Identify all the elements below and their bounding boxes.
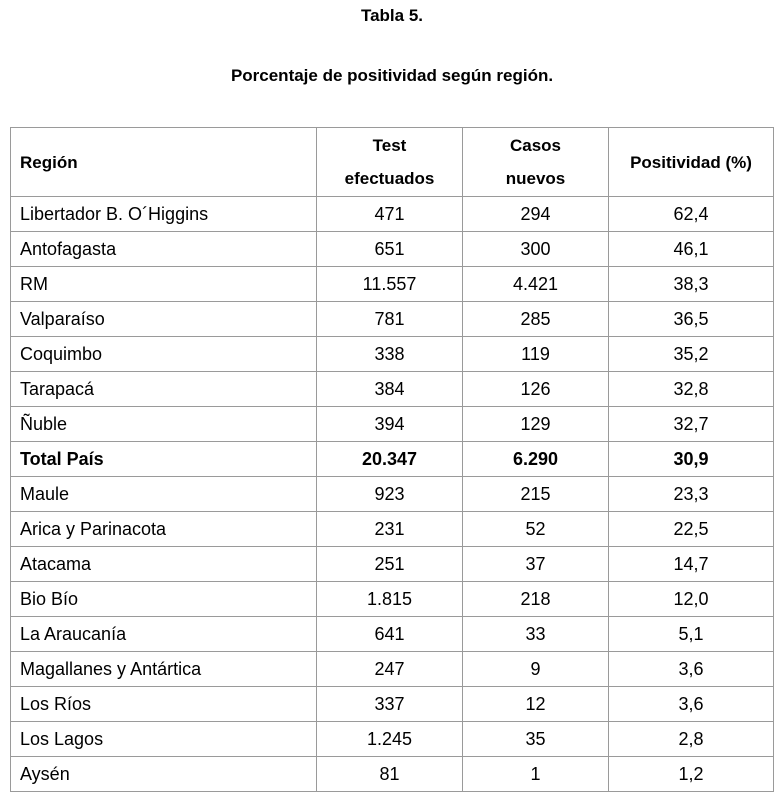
table-row [11,232,774,267]
table-row [11,652,774,687]
cell-test: 471 [317,197,463,232]
header-test-line2: efectuados [344,169,435,188]
cell-region: La Araucanía [11,617,317,652]
cell-positividad: 36,5 [609,302,774,337]
table-row [11,757,774,792]
cell-region: Los Lagos [11,722,317,757]
cell-positividad: 12,0 [609,582,774,617]
cell-casos: 215 [463,477,609,512]
cell-test: 247 [317,652,463,687]
cell-region: Arica y Parinacota [11,512,317,547]
cell-test: 338 [317,337,463,372]
header-test-line1: Test [372,136,407,155]
cell-positividad: 22,5 [609,512,774,547]
cell-region: Tarapacá [11,372,317,407]
cell-region: RM [11,267,317,302]
cell-casos: 33 [463,617,609,652]
cell-casos: 126 [463,372,609,407]
cell-casos: 218 [463,582,609,617]
header-region: Región [11,128,317,197]
cell-test: 1.815 [317,582,463,617]
header-test [317,128,463,197]
table-row [11,372,774,407]
cell-casos: 285 [463,302,609,337]
cell-region: Total País [11,442,317,477]
table-row [11,582,774,617]
table-row [11,617,774,652]
cell-positividad: 38,3 [609,267,774,302]
cell-casos: 300 [463,232,609,267]
header-casos-line2: nuevos [505,169,566,188]
cell-casos: 294 [463,197,609,232]
cell-casos: 4.421 [463,267,609,302]
cell-positividad: 30,9 [609,442,774,477]
cell-positividad: 2,8 [609,722,774,757]
cell-casos: 12 [463,687,609,722]
table-title: Porcentaje de positividad según región. [230,66,554,85]
cell-test: 1.245 [317,722,463,757]
cell-casos: 35 [463,722,609,757]
table-row [11,477,774,512]
header-casos [463,128,609,197]
table-row [11,687,774,722]
cell-region: Libertador B. O´Higgins [11,197,317,232]
cell-casos: 52 [463,512,609,547]
cell-test: 20.347 [317,442,463,477]
cell-test: 81 [317,757,463,792]
cell-region: Aysén [11,757,317,792]
table-row [11,337,774,372]
cell-test: 651 [317,232,463,267]
cell-test: 394 [317,407,463,442]
cell-positividad: 46,1 [609,232,774,267]
cell-test: 11.557 [317,267,463,302]
table-row [11,407,774,442]
table-row [11,547,774,582]
table-row [11,722,774,757]
cell-positividad: 14,7 [609,547,774,582]
cell-casos: 129 [463,407,609,442]
cell-positividad: 35,2 [609,337,774,372]
cell-region: Magallanes y Antártica [11,652,317,687]
table-body [11,197,774,792]
header-casos-line1: Casos [509,136,562,155]
cell-region: Ñuble [11,407,317,442]
cell-positividad: 32,7 [609,407,774,442]
cell-region: Coquimbo [11,337,317,372]
cell-test: 923 [317,477,463,512]
cell-region: Bio Bío [11,582,317,617]
cell-region: Atacama [11,547,317,582]
table-label: Tabla 5. [360,6,424,25]
cell-test: 231 [317,512,463,547]
table-row [11,512,774,547]
table-row [11,302,774,337]
cell-region: Antofagasta [11,232,317,267]
cell-test: 781 [317,302,463,337]
cell-positividad: 23,3 [609,477,774,512]
cell-test: 641 [317,617,463,652]
cell-casos: 119 [463,337,609,372]
cell-positividad: 3,6 [609,652,774,687]
cell-test: 384 [317,372,463,407]
positivity-table [10,127,774,792]
cell-casos: 1 [463,757,609,792]
cell-positividad: 3,6 [609,687,774,722]
cell-casos: 37 [463,547,609,582]
cell-region: Maule [11,477,317,512]
cell-region: Los Ríos [11,687,317,722]
cell-casos: 6.290 [463,442,609,477]
cell-region: Valparaíso [11,302,317,337]
table-row [11,197,774,232]
cell-positividad: 1,2 [609,757,774,792]
header-row [11,128,774,197]
cell-positividad: 5,1 [609,617,774,652]
cell-test: 251 [317,547,463,582]
cell-casos: 9 [463,652,609,687]
table-row [11,267,774,302]
header-positividad: Positividad (%) [609,128,774,197]
total-row [11,442,774,477]
cell-test: 337 [317,687,463,722]
cell-positividad: 32,8 [609,372,774,407]
cell-positividad: 62,4 [609,197,774,232]
